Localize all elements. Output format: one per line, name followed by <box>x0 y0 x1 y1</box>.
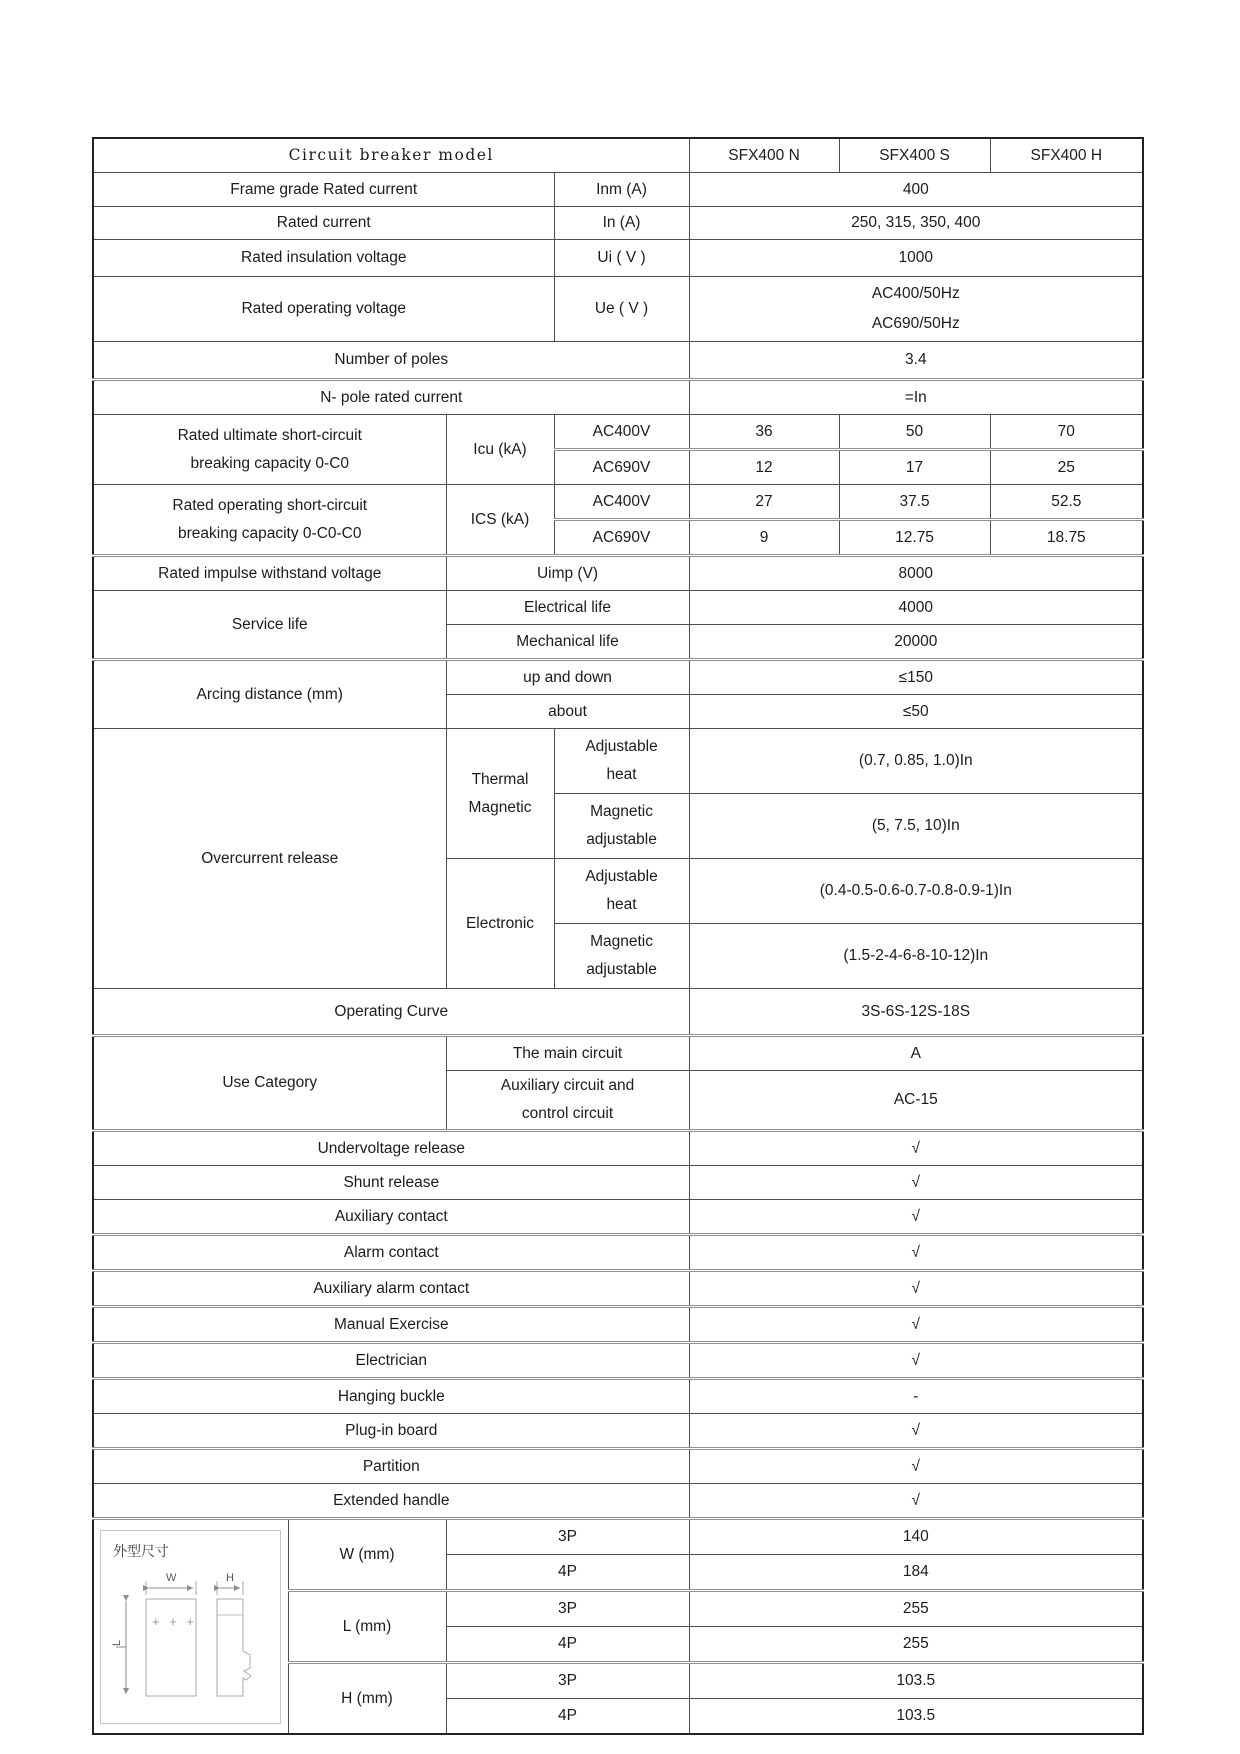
icu-ac690-n: 12 <box>689 450 839 485</box>
rated-current-label: Rated current <box>93 207 554 240</box>
electrical-life-value: 4000 <box>689 591 1143 625</box>
ics-unit: ICS (kA) <box>446 485 554 556</box>
dim-w-label: W (mm) <box>288 1519 446 1591</box>
ics-cond-ac400: AC400V <box>554 485 689 520</box>
aux-circuit-name <box>446 1071 689 1131</box>
service-life-label: Service life <box>93 591 446 660</box>
row-feature-auxiliary-contact <box>93 1200 1143 1235</box>
feature-value: √ <box>689 1235 1143 1271</box>
row-feature-hanging-buckle <box>93 1379 1143 1414</box>
ics-ac690-h: 18.75 <box>990 520 1143 556</box>
icu-unit: Icu (kA) <box>446 415 554 485</box>
thermal-adjustable-heat-value: (0.7, 0.85, 1.0)In <box>689 729 1143 794</box>
electronic-adjustable-heat-line1: Adjustable <box>585 868 658 885</box>
thermal-adjustable-heat-name <box>554 729 689 794</box>
feature-value: √ <box>689 1484 1143 1519</box>
electronic-magnetic-adjustable-line1: Magnetic <box>590 933 653 950</box>
dim-l-4p-poles: 4P <box>446 1627 689 1663</box>
ics-ac690-n: 9 <box>689 520 839 556</box>
feature-label: Extended handle <box>93 1484 689 1519</box>
model-col-s: SFX400 S <box>839 138 990 173</box>
arcing-about-value: ≤50 <box>689 695 1143 729</box>
row-main-circuit <box>93 1036 1143 1071</box>
operating-voltage-line1: AC400/50Hz <box>871 285 960 302</box>
diagram-l-label: L <box>111 1639 124 1646</box>
electronic-magnetic-adjustable-value: (1.5-2-4-6-8-10-12)In <box>689 924 1143 989</box>
dim-w-3p-poles: 3P <box>446 1519 689 1555</box>
row-feature-electrician <box>93 1343 1143 1379</box>
mechanical-life-value: 20000 <box>689 625 1143 660</box>
outline-dimensions-diagram <box>99 1529 282 1725</box>
row-feature-auxiliary-alarm-contact <box>93 1271 1143 1307</box>
row-feature-extended-handle <box>93 1484 1143 1519</box>
icu-ac690-s: 17 <box>839 450 990 485</box>
row-feature-manual-exercise <box>93 1307 1143 1343</box>
use-category-label: Use Category <box>93 1036 446 1131</box>
feature-value: √ <box>689 1271 1143 1307</box>
aux-circuit-name-line2: control circuit <box>521 1105 614 1122</box>
row-impulse-voltage <box>93 556 1143 591</box>
feature-label: Manual Exercise <box>93 1307 689 1343</box>
n-pole-current-value: =In <box>689 380 1143 415</box>
spec-table <box>92 137 1144 1735</box>
insulation-voltage-label: Rated insulation voltage <box>93 240 554 277</box>
operating-voltage-line2: AC690/50Hz <box>871 315 960 332</box>
feature-label: Shunt release <box>93 1166 689 1200</box>
n-pole-current-label: N- pole rated current <box>93 380 689 415</box>
feature-value: √ <box>689 1449 1143 1484</box>
row-icu-ac400 <box>93 415 1143 450</box>
ics-label-line2: breaking capacity 0-C0-C0 <box>177 524 362 542</box>
feature-value: √ <box>689 1307 1143 1343</box>
row-operating-curve <box>93 989 1143 1036</box>
feature-value: √ <box>689 1343 1143 1379</box>
arcing-up-down-value: ≤150 <box>689 660 1143 695</box>
row-rated-current <box>93 207 1143 240</box>
electrical-life-name: Electrical life <box>446 591 689 625</box>
operating-curve-label: Operating Curve <box>93 989 689 1036</box>
frame-current-label: Frame grade Rated current <box>93 173 554 207</box>
row-operating-voltage <box>93 277 1143 342</box>
overcurrent-release-label: Overcurrent release <box>93 729 446 989</box>
impulse-voltage-value: 8000 <box>689 556 1143 591</box>
row-thermal-adjustable-heat <box>93 729 1143 794</box>
electronic-magnetic-adjustable-name <box>554 924 689 989</box>
feature-value: - <box>689 1379 1143 1414</box>
feature-label: Alarm contact <box>93 1235 689 1271</box>
icu-label <box>93 415 446 485</box>
feature-label: Auxiliary contact <box>93 1200 689 1235</box>
model-col-n: SFX400 N <box>689 138 839 173</box>
feature-label: Hanging buckle <box>93 1379 689 1414</box>
row-feature-plug-in-board <box>93 1414 1143 1449</box>
icu-cond-ac690: AC690V <box>554 450 689 485</box>
ics-ac400-n: 27 <box>689 485 839 520</box>
thermal-magnetic-type <box>446 729 554 859</box>
electronic-adjustable-heat-name <box>554 859 689 924</box>
main-circuit-value: A <box>689 1036 1143 1071</box>
row-insulation-voltage <box>93 240 1143 277</box>
ics-ac400-h: 52.5 <box>990 485 1143 520</box>
ics-label <box>93 485 446 556</box>
row-electrical-life <box>93 591 1143 625</box>
dim-w-4p-poles: 4P <box>446 1555 689 1591</box>
row-n-pole-current <box>93 380 1143 415</box>
feature-value: √ <box>689 1414 1143 1449</box>
electronic-adjustable-heat-line2: heat <box>606 896 637 913</box>
thermal-magnetic-adjustable-line1: Magnetic <box>590 803 653 820</box>
row-ics-ac400 <box>93 485 1143 520</box>
icu-label-line2: breaking capacity 0-C0 <box>190 454 350 472</box>
dim-w-3p-value: 140 <box>689 1519 1143 1555</box>
dim-h-4p-value: 103.5 <box>689 1699 1143 1735</box>
icu-ac400-s: 50 <box>839 415 990 450</box>
diagram-h-label: H <box>226 1571 235 1584</box>
operating-voltage-unit: Ue ( V ) <box>554 277 689 342</box>
dim-l-3p-poles: 3P <box>446 1591 689 1627</box>
feature-label: Auxiliary alarm contact <box>93 1271 689 1307</box>
row-feature-shunt-release <box>93 1166 1143 1200</box>
row-frame-current <box>93 173 1143 207</box>
thermal-magnetic-line2: Magnetic <box>468 798 532 816</box>
dim-l-3p-value: 255 <box>689 1591 1143 1627</box>
diagram-plus-marks: + + + <box>152 1613 198 1629</box>
aux-circuit-value: AC-15 <box>689 1071 1143 1131</box>
arcing-up-down-name: up and down <box>446 660 689 695</box>
impulse-voltage-unit: Uimp (V) <box>446 556 689 591</box>
arcing-distance-label: Arcing distance (mm) <box>93 660 446 729</box>
dim-l-4p-value: 255 <box>689 1627 1143 1663</box>
thermal-magnetic-adjustable-name <box>554 794 689 859</box>
outline-dimensions-cell <box>93 1519 288 1735</box>
electronic-magnetic-adjustable-line2: adjustable <box>586 961 657 978</box>
row-arcing-up-down <box>93 660 1143 695</box>
icu-ac400-h: 70 <box>990 415 1143 450</box>
arcing-about-name: about <box>446 695 689 729</box>
operating-curve-value: 3S-6S-12S-18S <box>689 989 1143 1036</box>
impulse-voltage-label: Rated impulse withstand voltage <box>93 556 446 591</box>
row-feature-undervoltage-release <box>93 1131 1143 1166</box>
model-header-label: Circuit breaker model <box>93 138 689 173</box>
rated-current-unit: In (A) <box>554 207 689 240</box>
diagram-w-label: W <box>166 1571 177 1584</box>
dim-w-4p-value: 184 <box>689 1555 1143 1591</box>
ics-label-line1: Rated operating short-circuit <box>172 496 368 514</box>
thermal-magnetic-adjustable-value: (5, 7.5, 10)In <box>689 794 1143 859</box>
insulation-voltage-unit: Ui ( V ) <box>554 240 689 277</box>
row-feature-partition <box>93 1449 1143 1484</box>
row-dim-w-3p <box>93 1519 1143 1555</box>
operating-voltage-label: Rated operating voltage <box>93 277 554 342</box>
feature-label: Partition <box>93 1449 689 1484</box>
rated-current-value: 250, 315, 350, 400 <box>689 207 1143 240</box>
icu-ac690-h: 25 <box>990 450 1143 485</box>
aux-circuit-name-line1: Auxiliary circuit and <box>500 1077 635 1094</box>
frame-current-value: 400 <box>689 173 1143 207</box>
feature-value: √ <box>689 1200 1143 1235</box>
thermal-magnetic-line1: Thermal <box>471 770 529 788</box>
feature-label: Plug-in board <box>93 1414 689 1449</box>
insulation-voltage-value: 1000 <box>689 240 1143 277</box>
dim-h-3p-value: 103.5 <box>689 1663 1143 1699</box>
thermal-adjustable-heat-line2: heat <box>606 766 637 783</box>
electronic-adjustable-heat-value: (0.4-0.5-0.6-0.7-0.8-0.9-1)In <box>689 859 1143 924</box>
row-poles <box>93 342 1143 380</box>
feature-value: √ <box>689 1131 1143 1166</box>
mechanical-life-name: Mechanical life <box>446 625 689 660</box>
icu-label-line1: Rated ultimate short-circuit <box>177 426 362 444</box>
dim-h-label: H (mm) <box>288 1663 446 1735</box>
poles-value: 3.4 <box>689 342 1143 380</box>
dim-h-3p-poles: 3P <box>446 1663 689 1699</box>
frame-current-unit: Inm (A) <box>554 173 689 207</box>
row-feature-alarm-contact <box>93 1235 1143 1271</box>
thermal-magnetic-adjustable-line2: adjustable <box>586 831 657 848</box>
ics-ac690-s: 12.75 <box>839 520 990 556</box>
operating-voltage-value <box>689 277 1143 342</box>
model-col-h: SFX400 H <box>990 138 1143 173</box>
row-header <box>93 138 1143 173</box>
poles-label: Number of poles <box>93 342 689 380</box>
feature-label: Undervoltage release <box>93 1131 689 1166</box>
dim-h-4p-poles: 4P <box>446 1699 689 1735</box>
diagram-title: 外型尺寸 <box>113 1542 170 1559</box>
main-circuit-name: The main circuit <box>446 1036 689 1071</box>
feature-value: √ <box>689 1166 1143 1200</box>
icu-cond-ac400: AC400V <box>554 415 689 450</box>
ics-cond-ac690: AC690V <box>554 520 689 556</box>
ics-ac400-s: 37.5 <box>839 485 990 520</box>
feature-label: Electrician <box>93 1343 689 1379</box>
icu-ac400-n: 36 <box>689 415 839 450</box>
thermal-adjustable-heat-line1: Adjustable <box>585 738 658 755</box>
electronic-type: Electronic <box>446 859 554 989</box>
dim-l-label: L (mm) <box>288 1591 446 1663</box>
